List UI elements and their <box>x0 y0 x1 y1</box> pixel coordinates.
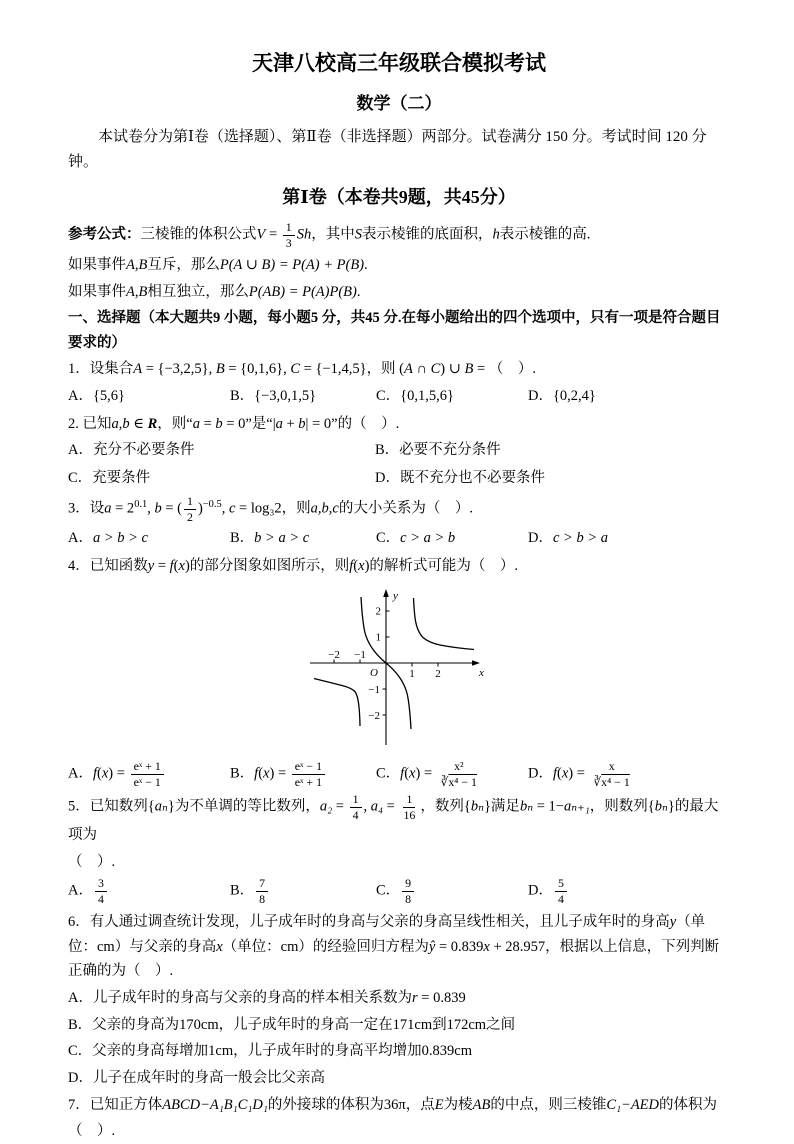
x-axis-arrow <box>472 660 480 666</box>
origin-label: O <box>370 666 378 679</box>
y-tick-label: 1 <box>375 631 381 644</box>
y-tick-label: −2 <box>368 709 380 722</box>
q2-options-row1 <box>68 438 730 463</box>
x-tick-label: −2 <box>328 648 340 661</box>
x-tick-label: 2 <box>435 667 441 680</box>
q4-option-d: D．f(x) = $\frac{x}{\text{∛x⁴ − 1}}$ <box>528 759 635 790</box>
q6-option-b: B．父亲的身高为170cm，儿子成年时的身高一定在171cm到172cm之间 <box>68 1016 516 1033</box>
q1-stem: 1．设集合A = {−3,2,5}, B = {0,1,6}, C = {−1,4,5}，则 (A ∩ C) ∪ B = （ ）. <box>68 361 536 378</box>
q7-stem-continued: （ ）. <box>68 1123 116 1140</box>
q2-options-row2 <box>68 466 730 491</box>
fraction: $\frac{x}{\text{∛x⁴ − 1}}$ <box>593 758 630 789</box>
q3-option-a: A．a > b > c <box>68 530 148 547</box>
fraction: $\frac{3}{4}$ <box>95 876 107 907</box>
exam-subtitle: 数学（二） <box>356 93 442 113</box>
x-tick-label: 1 <box>409 667 415 680</box>
exam-title: 天津八校高三年级联合模拟考试 <box>252 51 546 75</box>
q1-option-d: D．{0,2,4} <box>528 388 596 405</box>
formula-union-probability: 如果事件A,B互斥，那么P(A ∪ B) = P(A) + P(B). <box>68 256 368 273</box>
formula-independence-probability: 如果事件A,B相互独立，那么P(AB) = P(A)P(B). <box>68 283 361 300</box>
q4-option-b: B．f(x) = $\frac{\text{eˣ − 1}}{\text{eˣ + 1}}$ <box>230 759 376 790</box>
fraction: $\frac{9}{8}$ <box>402 876 414 907</box>
q5-option-d: D． $\frac{5}{4}$ <box>528 876 569 907</box>
y-tick-label: 2 <box>375 605 381 618</box>
q2-stem: 2. 已知a,b ∈ R，则“a = b = 0”是“|a + b| = 0”的（ ）. <box>68 415 400 432</box>
section1-heading: 第Ⅰ卷（本卷共9题，共45分） <box>282 186 516 207</box>
fraction: $\frac{1}{16}$ <box>403 792 416 823</box>
cube-root-sign: ∛ <box>440 774 449 789</box>
q3-option-c: C．c > a > b <box>376 530 456 547</box>
q4-stem: 4．已知函数y = f(x)的部分图象如图所示，则f(x)的解析式可能为（ ）. <box>68 558 519 575</box>
q5-option-b: B． $\frac{7}{8}$ <box>230 876 376 907</box>
y-tick-label: −1 <box>368 683 380 696</box>
fraction: $\frac{\text{eˣ − 1}}{\text{eˣ + 1}}$ <box>292 759 325 790</box>
q1-option-c: C．{0,1,5,6} <box>376 388 454 405</box>
y-axis-label: y <box>393 589 398 602</box>
q1-options <box>68 384 730 409</box>
fraction: $\frac{1}{2}$ <box>184 494 196 525</box>
curve-branch-right <box>414 598 475 650</box>
exam-intro: 本试卷分为第Ⅰ卷（选择题）、第Ⅱ卷（非选择题）两部分。试卷满分 150 分。考试时间 120 分钟。 <box>68 128 707 171</box>
q3-option-d: D．c > b > a <box>528 530 608 547</box>
x-axis-label: x <box>479 666 484 679</box>
q5-options <box>68 876 730 907</box>
formula-volume: 参考公式：三棱锥的体积公式V = $\frac{1}{3}$ Sh，其中S表示棱锥的底面积，h表示棱锥的高. <box>68 220 591 251</box>
choice-section-heading: 一、选择题（本大题共9 小题，每小题5 分，共45 分.在每小题给出的四个选项中，只有一项是符合题目要求的） <box>68 310 721 351</box>
fraction: $\frac{1}{3}$ <box>283 220 295 251</box>
q6-option-c: C．父亲的身高每增加1cm，儿子成年时的身高平均增加0.839cm <box>68 1043 472 1060</box>
q1-option-a: A．{5,6} <box>68 388 126 405</box>
q5-option-a: A． $\frac{3}{4}$ <box>68 876 230 907</box>
curve-branch-left <box>314 678 360 726</box>
fraction: $\frac{7}{8}$ <box>256 876 268 907</box>
x-tick-label: −1 <box>354 648 366 661</box>
function-graph <box>304 583 494 753</box>
q4-option-c: C．f(x) = $\frac{\text{x²}}{\text{∛x⁴ − 1}}$ <box>376 759 528 790</box>
fraction: $\frac{\text{eˣ + 1}}{\text{eˣ − 1}}$ <box>131 759 164 790</box>
q3-options <box>68 526 730 551</box>
fraction: $\frac{5}{4}$ <box>555 876 567 907</box>
q3-stem: 3．设$a = 2^{0.1}$, b = ( $\frac{1}{2}$ )$^{-0.5}$, c = log₃2，则a,b,c的大小关系为（ ）. <box>68 493 473 524</box>
q2-option-c: C．充要条件 <box>68 470 151 487</box>
q4-figure <box>68 583 730 753</box>
q5-stem-continued: （ ）. <box>68 853 116 870</box>
fraction: $\frac{\text{x²}}{\text{∛x⁴ − 1}}$ <box>440 758 477 789</box>
q5-stem: 5．已知数列{aₙ}为不单调的等比数列，a₂ = $\frac{1}{4}$ , a₄ = $\frac{1}{16}$ ，数列{bₙ}满足bₙ = 1−aₙ₊₁，则数列{bₙ}的最大项为 <box>68 792 719 844</box>
q6-stem: 6．有人通过调查统计发现，儿子成年时的身高与父亲的身高呈线性相关，且儿子成年时的身高y（单位：cm）与父亲的身高x（单位：cm）的经验回归方程为ŷ = 0.839x + 28.957，根据以上信息，下列判断正确的为（ ）. <box>68 914 720 980</box>
q6-option-d: D．儿子在成年时的身高一般会比父亲高 <box>68 1069 325 1086</box>
y-axis-arrow <box>383 589 389 597</box>
q1-option-b: B．{−3,0,1,5} <box>230 388 317 405</box>
q7-stem: 7．已知正方体ABCD−A₁B₁C₁D₁的外接球的体积为36π，点E为棱AB的中点，则三棱锥C₁−AED的体积为 <box>68 1096 718 1113</box>
q4-option-a: A．f(x) = $\frac{\text{eˣ + 1}}{\text{eˣ − 1}}$ <box>68 759 230 790</box>
cube-root-sign: ∛ <box>593 774 602 789</box>
q6-option-a: A．儿子成年时的身高与父亲的身高的样本相关系数为r = 0.839 <box>68 990 466 1007</box>
q2-option-a: A．充分不必要条件 <box>68 442 195 459</box>
q4-options <box>68 759 730 790</box>
q3-option-b: B．b > a > c <box>230 530 310 547</box>
q5-option-c: C． $\frac{9}{8}$ <box>376 876 528 907</box>
fraction: $\frac{1}{4}$ <box>350 792 362 823</box>
q2-option-d: D．既不充分也不必要条件 <box>375 470 545 487</box>
q2-option-b: B．必要不充分条件 <box>375 442 501 459</box>
